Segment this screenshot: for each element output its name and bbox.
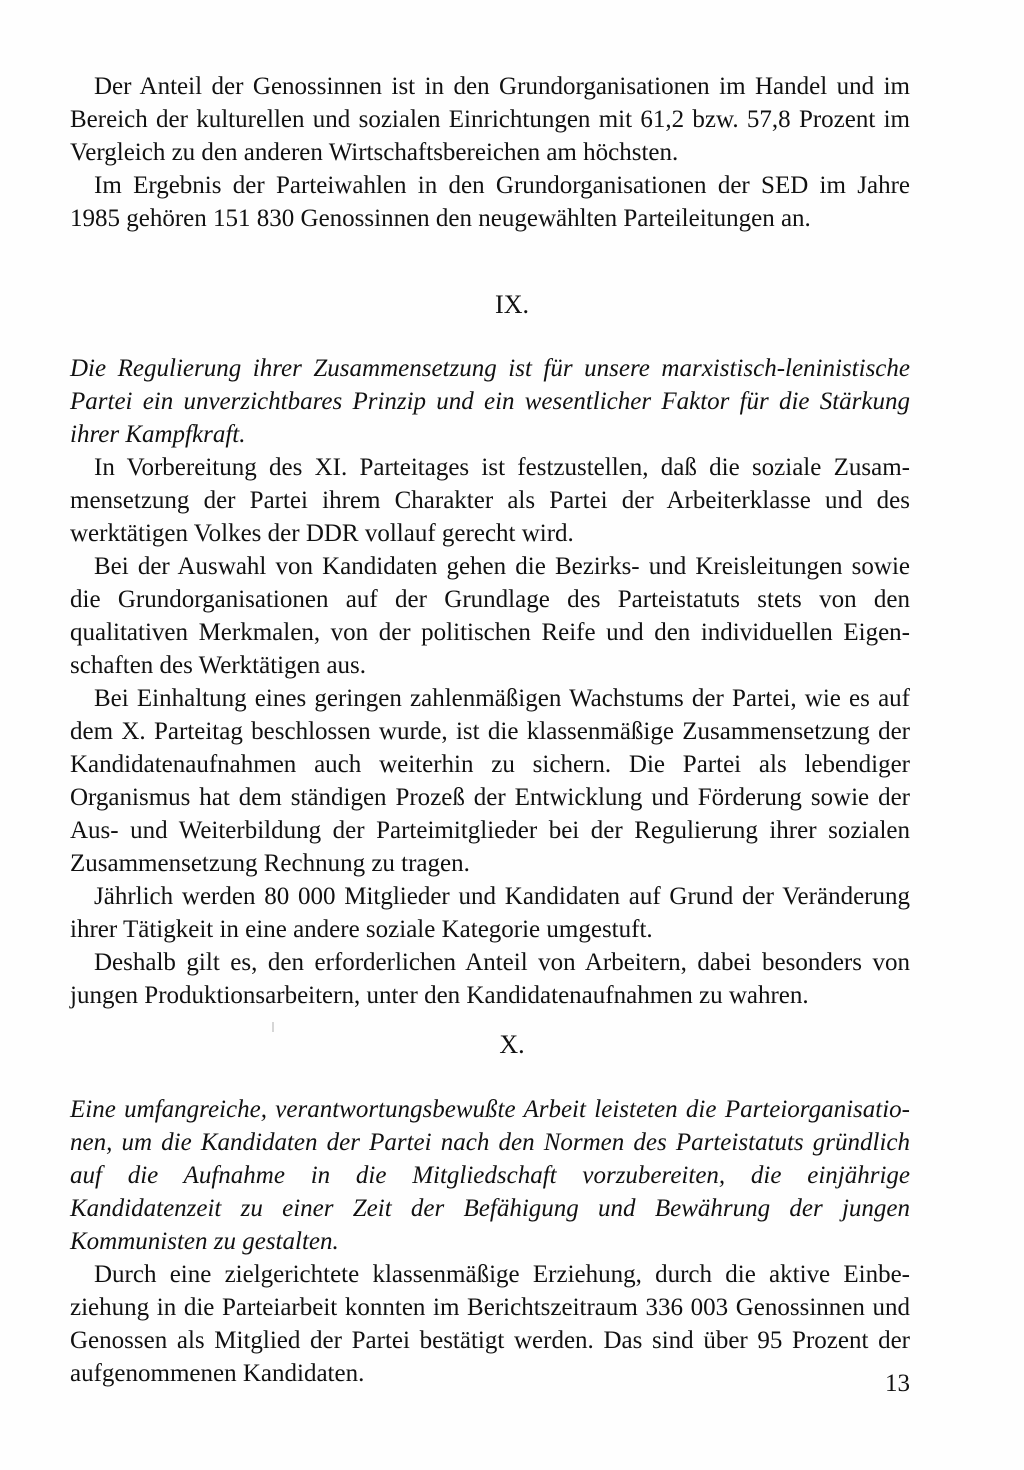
- section-lead-italic: Eine umfangreiche, verantwortungsbewußte Arbeit leisteten die Parteiorganisationen, um die Kandidaten der Partei nach den Normen des Parteistatuts gründlich auf die Aufnahme in die Mitgliedschaft vorzubereiten, die einjährige Kandidatenzeit zu einer Zeit der Befähigung und Bewährung der jungen Kommunisten zu gestalten.: [70, 1096, 910, 1255]
- intro-text-block: [70, 70, 910, 235]
- paragraph: Bei Einhaltung eines geringen zahlenmäßigen Wachstums der Partei, wie es auf dem X. Parteitag beschlossen wurde, ist die klassenmäßige Zusammensetzung der Kandidatenaufnahmen auch weiterhin zu sichern. Die Partei als lebendiger Organismus hat dem ständigen Prozeß der Entwicklung und Förderung sowie der Aus- und Weiterbildung der Parteimitglieder bei der Regulierung ihrer sozialen Zusammensetzung Rechnung zu tragen.: [70, 685, 910, 877]
- paragraph: Jährlich werden 80 000 Mitglieder und Kandidaten auf Grund der Veränderung ihrer Tätigkeit in eine andere soziale Kategorie umgestuft.: [70, 883, 910, 943]
- paragraph: In Vorbereitung des XI. Parteitages ist festzustellen, daß die soziale Zusammensetzung der Partei ihrem Charakter als Partei der Arbeiterklasse und des werktätigen Volkes der DDR vollauf gerecht wird.: [70, 454, 910, 547]
- section-x-text-block: [70, 1093, 910, 1390]
- section-heading-ix: IX.: [495, 290, 529, 319]
- paragraph: Im Ergebnis der Parteiwahlen in den Grundorganisationen der SED im Jahre 1985 gehören 151 830 Genossinnen den neugewählten Parteileitungen an.: [70, 172, 910, 232]
- section-lead-italic: Die Regulierung ihrer Zusammensetzung ist für unsere marxistisch-leninistische Partei ein unverzichtbares Prinzip und ein wesentlicher Faktor für die Stärkung ihrer Kampfkraft.: [70, 355, 910, 448]
- paragraph: Der Anteil der Genossinnen ist in den Grundorganisationen im Handel und im Bereich der kulturellen und sozialen Einrichtungen mit 61,2 bzw. 57,8 Prozent im Vergleich zu den anderen Wirtschaftsbereichen am höchsten.: [70, 73, 910, 166]
- paragraph: Durch eine zielgerichtete klassenmäßige Erziehung, durch die aktive Einbeziehung in die Parteiarbeit konnten im Berichtszeitraum 336 003 Genossinnen und Genossen als Mitglied der Partei bestätigt werden. Das sind über 95 Prozent der aufgenommenen Kandidaten.: [70, 1261, 910, 1387]
- section-ix-text-block: [70, 352, 910, 1012]
- paragraph: Deshalb gilt es, den erforderlichen Anteil von Arbeitern, dabei besonders von jungen Produktionsarbeitern, unter den Kandidatenaufnahmen zu wahren.: [70, 949, 910, 1009]
- section-heading-x: X.: [499, 1030, 525, 1059]
- paragraph: Bei der Auswahl von Kandidaten gehen die Bezirks- und Kreisleitungen sowie die Grundorganisationen auf der Grundlage des Parteistatuts stets von den qualitativen Merkmalen, von der politischen Reife und den individuellen Eigenschaften des Werktätigen aus.: [70, 553, 910, 679]
- page-number: 13: [885, 1370, 910, 1397]
